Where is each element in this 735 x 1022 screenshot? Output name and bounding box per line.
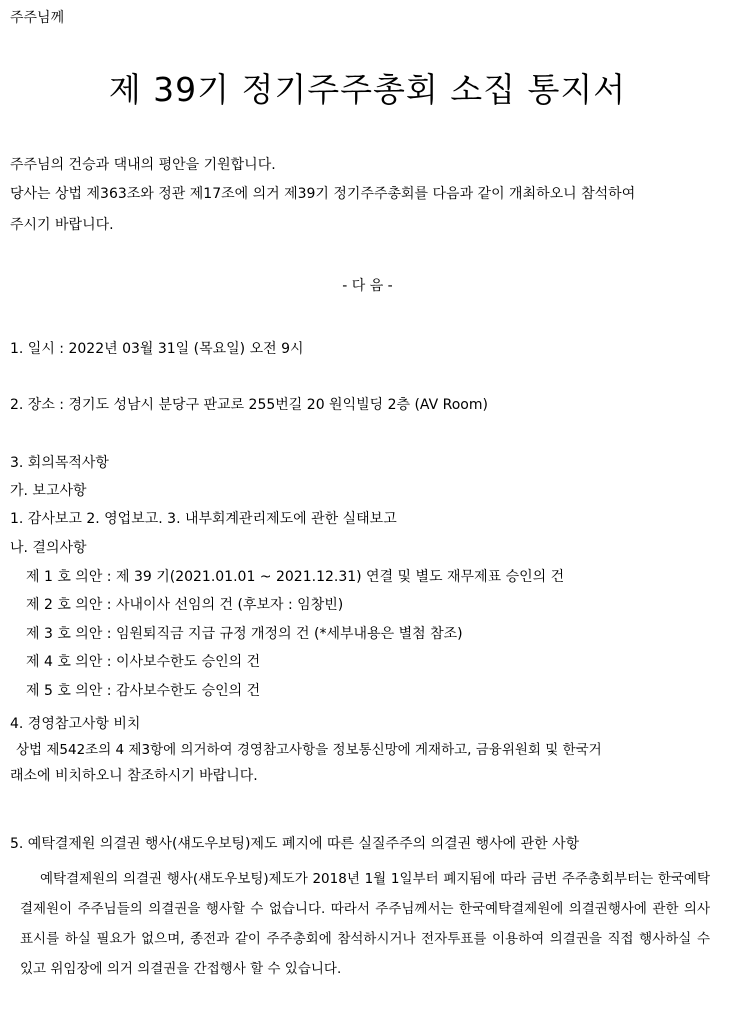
item-4-body-line-1: 상법 제542조의 4 제3항에 의거하여 경영참고사항을 정보통신망에 게재하고, 금융위원회 및 한국거 (16, 742, 602, 758)
greeting: 주주님의 건승과 댁내의 평안을 기원합니다. (10, 157, 276, 173)
report-items: 1. 감사보고 2. 영업보고. 3. 내부회계관리제도에 관한 실태보고 (10, 511, 397, 527)
intro-line-1: 당사는 상법 제363조와 정관 제17조에 의거 제39기 정기주주총회를 다음과 같이 개최하오니 참석하여 (10, 186, 636, 202)
agenda-item-1: 제 1 호 의안 : 제 39 기(2021.01.01 ~ 2021.12.31) 연결 및 별도 재무제표 승인의 건 (26, 569, 565, 585)
item-5-body: 예탁결제원의 의결권 행사(섀도우보팅)제도가 2018년 1월 1일부터 폐지됨에 따라 금번 주주총회부터는 한국예탁결제원이 주주님들의 의결권을 행사할 수 없습니다. 따라서 주주님께서는 한국예탁결제원에 의결권행사에 관한 의사 표시를 하실 필요가 없으며, 종전과 같이 주주총회에 참석하시거나 전자투표를 이용하여 의결권을 직접 행사하실 수 있고 위임장에 의거 의결권을 간접행사 할 수 있습니다. (20, 871, 710, 977)
item-1-datetime: 1. 일시 : 2022년 03월 31일 (목요일) 오전 9시 (10, 341, 304, 357)
item-5-heading: 5. 예탁결제원 의결권 행사(섀도우보팅)제도 폐지에 따른 실질주주의 의결권 행사에 관한 사항 (10, 836, 580, 852)
separator: - 다 음 - (342, 278, 393, 294)
item-4-body-line-2: 래소에 비치하오니 참조하시기 바랍니다. (10, 768, 258, 784)
intro-line-2: 주시기 바랍니다. (10, 217, 114, 233)
agenda-item-5: 제 5 호 의안 : 감사보수한도 승인의 건 (26, 683, 261, 699)
agenda-item-4: 제 4 호 의안 : 이사보수한도 승인의 건 (26, 654, 261, 670)
agenda-item-3: 제 3 호 의안 : 임원퇴직금 지급 규정 개정의 건 (*세부내용은 별첨 참조) (26, 626, 463, 642)
report-heading: 가. 보고사항 (10, 483, 87, 499)
page-title: 제 39기 정기주주총회 소집 통지서 (108, 70, 627, 109)
item-2-location: 2. 장소 : 경기도 성남시 분당구 판교로 255번길 20 원익빌딩 2층 (AV Room) (10, 397, 488, 413)
agenda-item-2: 제 2 호 의안 : 사내이사 선임의 건 (후보자 : 임창빈) (26, 597, 344, 613)
item-4-heading: 4. 경영참고사항 비치 (10, 716, 141, 732)
item-3-heading: 3. 회의목적사항 (10, 455, 109, 471)
addressee: 주주님께 (10, 10, 65, 26)
resolution-heading: 나. 결의사항 (10, 540, 87, 556)
